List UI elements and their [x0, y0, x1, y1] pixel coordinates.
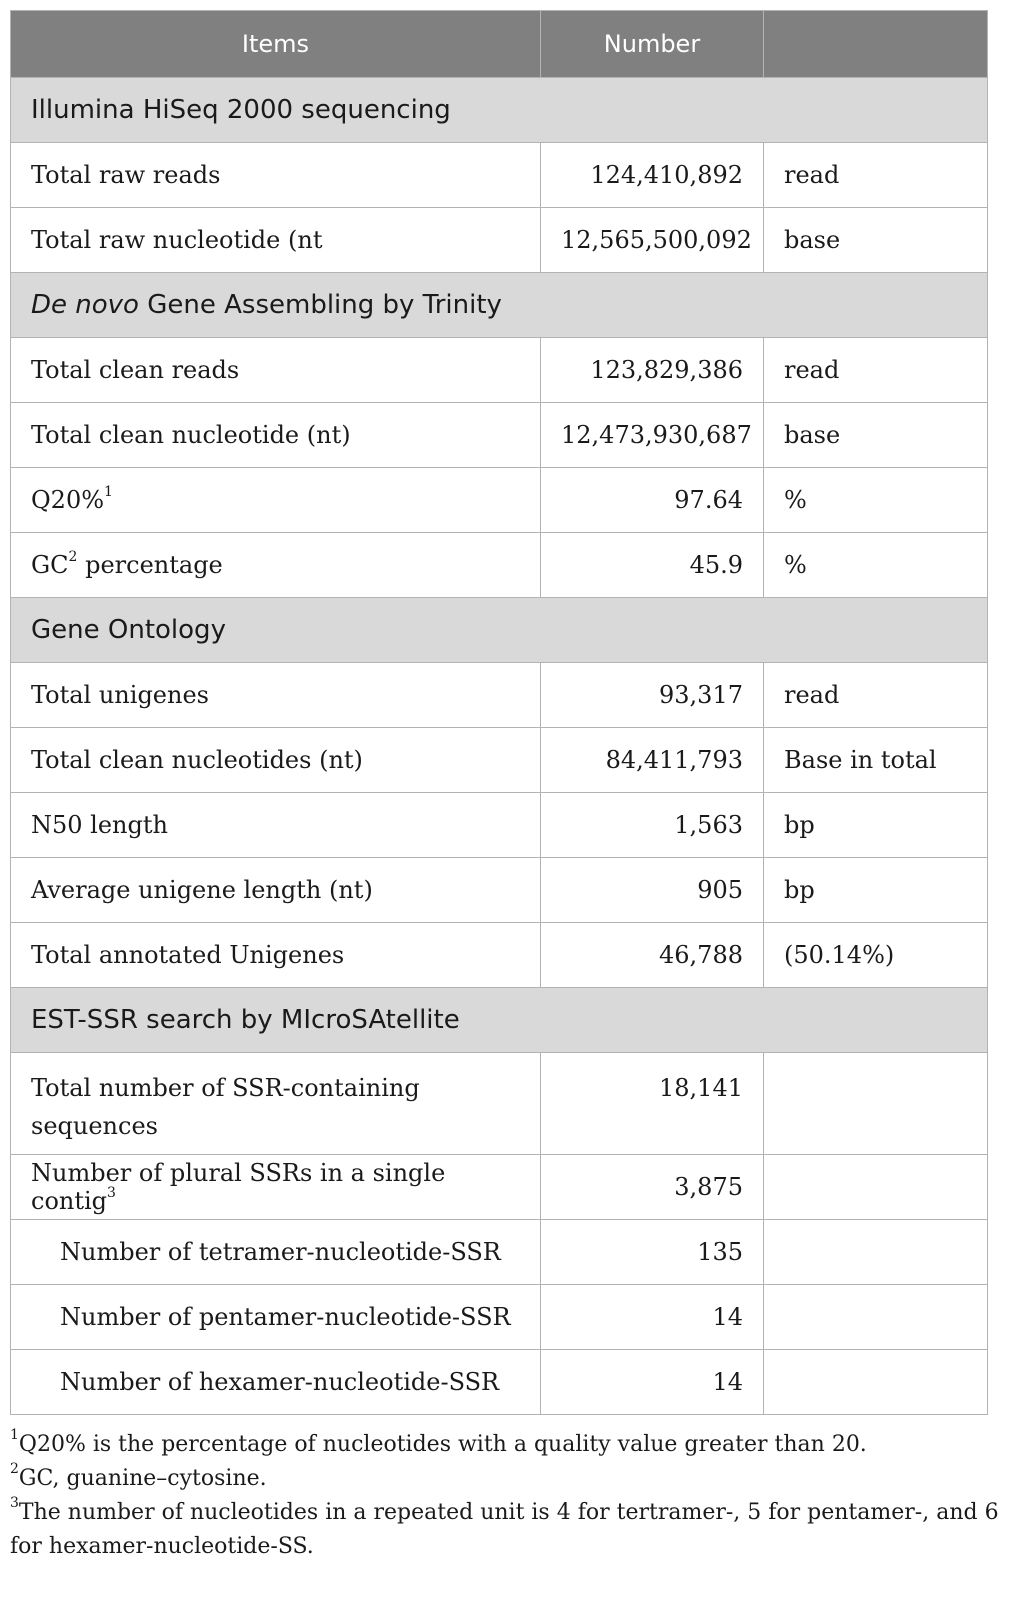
footnote: [10, 1496, 1000, 1564]
row-unit: read: [764, 338, 988, 403]
footnotes: [10, 1428, 1000, 1564]
row-label: Total clean reads: [11, 338, 541, 403]
table-row: [11, 1155, 988, 1220]
section-title: [11, 273, 988, 338]
row-number: 14: [541, 1350, 764, 1415]
row-label: Number of tetramer-nucleotide-SSR: [11, 1220, 541, 1285]
table-row: [11, 1285, 988, 1350]
row-label: Total raw reads: [11, 143, 541, 208]
row-unit: read: [764, 143, 988, 208]
row-number: 905: [541, 858, 764, 923]
row-number: 3,875: [541, 1155, 764, 1220]
row-label-after: percentage: [77, 551, 223, 579]
row-unit: read: [764, 663, 988, 728]
footnote-text: The number of nucleotides in a repeated unit is 4 for tertramer-, 5 for pentamer-, and 6 for hexamer-nucleotide-SS.: [10, 1500, 999, 1559]
row-label: [11, 468, 541, 533]
row-label-text: Number of plural SSRs in a single contig: [31, 1159, 446, 1215]
table-row: [11, 1220, 988, 1285]
row-unit: (50.14%): [764, 923, 988, 988]
section-title-italic: De novo: [31, 290, 139, 320]
row-label: Total number of SSR-containing sequences: [11, 1053, 541, 1155]
row-unit: %: [764, 533, 988, 598]
data-table: [10, 10, 988, 1415]
row-number: 12,565,500,092: [541, 208, 764, 273]
row-unit: bp: [764, 793, 988, 858]
footnote-mark: 1: [10, 1427, 19, 1443]
row-unit: %: [764, 468, 988, 533]
row-label: Number of hexamer-nucleotide-SSR: [11, 1350, 541, 1415]
table-row: [11, 1053, 988, 1155]
row-number: 84,411,793: [541, 728, 764, 793]
section-header: [11, 988, 988, 1053]
row-unit: [764, 1220, 988, 1285]
row-number: 45.9: [541, 533, 764, 598]
row-unit: base: [764, 403, 988, 468]
row-number: 1,563: [541, 793, 764, 858]
table-row: [11, 468, 988, 533]
row-label: Total unigenes: [11, 663, 541, 728]
footnote: [10, 1428, 1000, 1462]
footnote-ref: 3: [107, 1185, 116, 1201]
row-label-text: GC: [31, 551, 69, 579]
row-label: Total clean nucleotide (nt): [11, 403, 541, 468]
row-label: [11, 533, 541, 598]
table-row: [11, 533, 988, 598]
section-header: [11, 273, 988, 338]
row-unit: [764, 1350, 988, 1415]
table-row: [11, 663, 988, 728]
table-row: [11, 728, 988, 793]
section-title: Gene Ontology: [11, 598, 988, 663]
table-row: [11, 793, 988, 858]
header-number: Number: [541, 11, 764, 78]
row-label: Average unigene length (nt): [11, 858, 541, 923]
footnote-text: GC, guanine–cytosine.: [18, 1466, 267, 1491]
section-title: EST-SSR search by MIcroSAtellite: [11, 988, 988, 1053]
row-unit: [764, 1053, 988, 1155]
row-unit: base: [764, 208, 988, 273]
table-row: [11, 143, 988, 208]
row-number: 18,141: [541, 1053, 764, 1155]
row-label: Total clean nucleotides (nt): [11, 728, 541, 793]
row-number: 124,410,892: [541, 143, 764, 208]
header-unit: [764, 11, 988, 78]
table-row: [11, 208, 988, 273]
header-items: Items: [11, 11, 541, 78]
row-number: 123,829,386: [541, 338, 764, 403]
table-header-row: [11, 11, 988, 78]
table-row: [11, 923, 988, 988]
footnote-mark: 3: [10, 1495, 19, 1511]
table-row: [11, 858, 988, 923]
row-number: 12,473,930,687: [541, 403, 764, 468]
footnote-ref: 2: [68, 549, 78, 565]
row-number: 93,317: [541, 663, 764, 728]
section-header: [11, 78, 988, 143]
row-unit: bp: [764, 858, 988, 923]
footnote-text: Q20% is the percentage of nucleotides with a quality value greater than 20.: [18, 1432, 867, 1457]
row-number: 14: [541, 1285, 764, 1350]
row-unit: Base in total: [764, 728, 988, 793]
row-number: 135: [541, 1220, 764, 1285]
row-number: 46,788: [541, 923, 764, 988]
section-title: Illumina HiSeq 2000 sequencing: [11, 78, 988, 143]
row-label-text: Q20%: [31, 486, 105, 514]
footnote-ref: 1: [104, 484, 113, 500]
row-label: Total annotated Unigenes: [11, 923, 541, 988]
table-row: [11, 403, 988, 468]
footnote: [10, 1462, 1000, 1496]
row-label: Total raw nucleotide (nt: [11, 208, 541, 273]
row-label: [11, 1155, 541, 1220]
table-row: [11, 1350, 988, 1415]
footnote-mark: 2: [10, 1461, 19, 1477]
table-row: [11, 338, 988, 403]
row-unit: [764, 1285, 988, 1350]
row-label: N50 length: [11, 793, 541, 858]
row-unit: [764, 1155, 988, 1220]
section-title-rest: Gene Assembling by Trinity: [138, 290, 502, 320]
row-label: Number of pentamer-nucleotide-SSR: [11, 1285, 541, 1350]
section-header: [11, 598, 988, 663]
row-number: 97.64: [541, 468, 764, 533]
